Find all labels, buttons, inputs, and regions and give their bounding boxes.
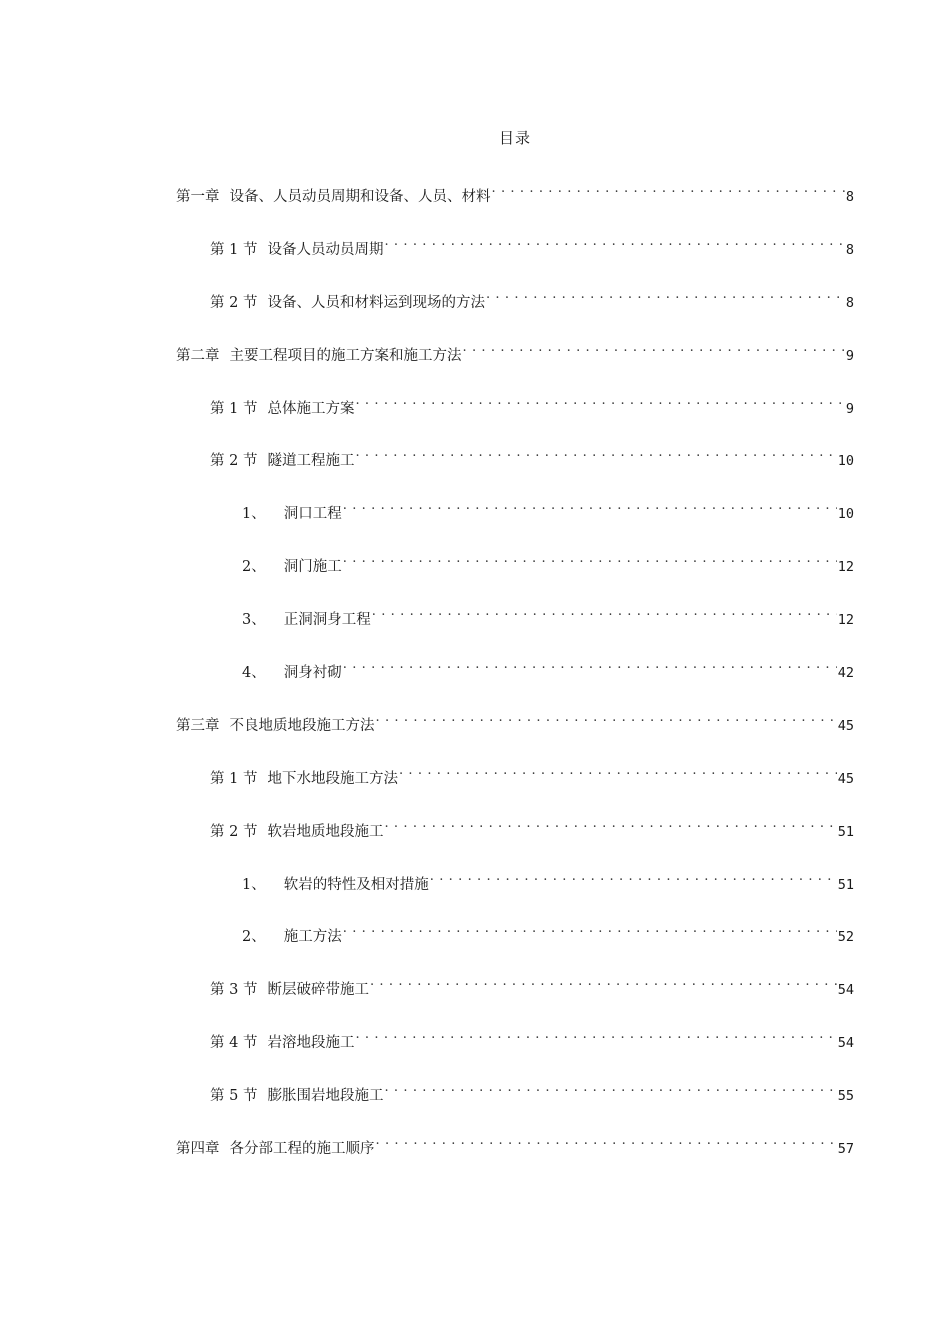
toc-entry-page: 54 <box>837 1035 854 1052</box>
toc-entry-title: 总体施工方案 <box>267 400 355 417</box>
toc-section[interactable] <box>176 441 854 494</box>
toc-entry-page: 8 <box>845 294 854 311</box>
dot-leader <box>343 917 837 941</box>
toc-entry-number: 第 1 节 <box>210 241 258 258</box>
toc-entry-title: 软岩地质地段施工 <box>267 823 384 840</box>
toc-entry-title: 断层破碎带施工 <box>267 982 369 999</box>
dot-leader <box>486 283 845 307</box>
dot-leader <box>372 600 837 624</box>
toc-entry-number: 第一章 <box>176 189 220 205</box>
toc-section[interactable] <box>176 389 854 442</box>
toc-entry-title: 设备、人员和材料运到现场的方法 <box>267 294 485 311</box>
toc-subsection[interactable] <box>176 865 854 918</box>
toc-subsection[interactable] <box>176 653 854 706</box>
toc-entry-page: 45 <box>837 770 854 787</box>
toc-entry-title: 洞门施工 <box>283 559 342 576</box>
toc-entry-title: 不良地质地段施工方法 <box>229 717 375 734</box>
toc-entry-number: 第三章 <box>176 717 220 734</box>
toc-entry-number: 第二章 <box>176 347 220 364</box>
dot-leader <box>384 230 844 254</box>
toc-entry-page: 45 <box>837 717 854 734</box>
toc-entry-title: 洞身衬砌 <box>283 665 342 682</box>
toc-entry-title: 各分部工程的施工顺序 <box>229 1141 375 1158</box>
toc-entry-page: 57 <box>837 1141 854 1158</box>
toc-list <box>176 177 854 1182</box>
toc-entry-title: 软岩的特性及相对措施 <box>283 876 429 893</box>
toc-entry-title: 洞口工程 <box>283 506 342 523</box>
toc-section[interactable] <box>176 283 854 336</box>
dot-leader <box>430 865 837 889</box>
toc-section[interactable] <box>176 759 854 812</box>
toc-entry-page: 12 <box>837 612 854 629</box>
toc-section[interactable] <box>176 1076 854 1129</box>
toc-entry-page: 12 <box>837 559 854 576</box>
toc-entry-title: 膨胀围岩地段施工 <box>267 1088 384 1105</box>
toc-entry-number: 第 2 节 <box>210 823 258 840</box>
toc-chapter[interactable] <box>176 706 854 759</box>
dot-leader <box>384 1076 836 1100</box>
dot-leader <box>355 1023 836 1047</box>
toc-entry-number: 第 2 节 <box>210 294 258 311</box>
toc-entry-number: 第 3 节 <box>210 982 258 999</box>
dot-leader <box>343 547 837 571</box>
toc-chapter[interactable] <box>176 177 854 230</box>
toc-entry-number: 第 1 节 <box>210 400 258 417</box>
dot-leader <box>370 970 837 994</box>
toc-entry-page: 54 <box>837 982 854 999</box>
dot-leader <box>399 759 837 783</box>
toc-entry-page: 42 <box>837 665 854 682</box>
toc-entry-title: 隧道工程施工 <box>267 453 355 470</box>
toc-chapter[interactable] <box>176 336 854 389</box>
toc-entry-number: 第 5 节 <box>210 1088 258 1105</box>
toc-entry-title: 设备人员动员周期 <box>267 241 384 258</box>
toc-entry-number: 3、 <box>242 612 266 629</box>
toc-entry-number: 1、 <box>242 876 266 893</box>
toc-subsection[interactable] <box>176 494 854 547</box>
toc-entry-number: 2、 <box>242 929 266 946</box>
toc-entry-page: 9 <box>845 400 854 417</box>
toc-entry-number: 第 1 节 <box>210 770 258 787</box>
toc-entry-title: 正洞洞身工程 <box>283 612 371 629</box>
dot-leader <box>343 494 837 518</box>
toc-subsection[interactable] <box>176 547 854 600</box>
toc-entry-page: 52 <box>837 929 854 946</box>
dot-leader <box>384 812 836 836</box>
dot-leader <box>355 441 836 465</box>
toc-entry-number: 2、 <box>242 559 266 576</box>
dot-leader <box>376 706 837 730</box>
toc-entry-page: 10 <box>837 453 854 470</box>
toc-entry-page: 8 <box>845 241 854 258</box>
toc-subsection[interactable] <box>176 600 854 653</box>
toc-entry-title: 地下水地段施工方法 <box>267 770 398 787</box>
dot-leader <box>463 336 845 360</box>
toc-title: 目录 <box>498 129 531 147</box>
dot-leader <box>492 177 845 201</box>
toc-entry-page: 10 <box>837 506 854 523</box>
toc-entry-number: 第 2 节 <box>210 453 258 470</box>
toc-section[interactable] <box>176 970 854 1023</box>
toc-entry-number: 4、 <box>242 665 266 682</box>
toc-entry-page: 51 <box>837 823 854 840</box>
toc-entry-title: 岩溶地段施工 <box>267 1035 355 1052</box>
toc-entry-number: 1、 <box>242 506 266 523</box>
toc-entry-title: 设备、人员动员周期和设备、人员、材料 <box>229 189 491 205</box>
toc-entry-page: 51 <box>837 876 854 893</box>
dot-leader <box>376 1129 837 1153</box>
toc-section[interactable] <box>176 230 854 283</box>
toc-entry-number: 第 4 节 <box>210 1035 258 1052</box>
toc-chapter[interactable] <box>176 1129 854 1182</box>
toc-entry-page: 8 <box>845 189 854 205</box>
toc-entry-title: 施工方法 <box>283 929 342 946</box>
toc-entry-page: 9 <box>845 347 854 364</box>
dot-leader <box>343 653 837 677</box>
toc-section[interactable] <box>176 1023 854 1076</box>
toc-entry-page: 55 <box>837 1088 854 1105</box>
toc-subsection[interactable] <box>176 917 854 970</box>
dot-leader <box>355 389 844 413</box>
toc-section[interactable] <box>176 812 854 865</box>
toc-entry-title: 主要工程项目的施工方案和施工方法 <box>229 347 462 364</box>
toc-entry-number: 第四章 <box>176 1141 220 1158</box>
